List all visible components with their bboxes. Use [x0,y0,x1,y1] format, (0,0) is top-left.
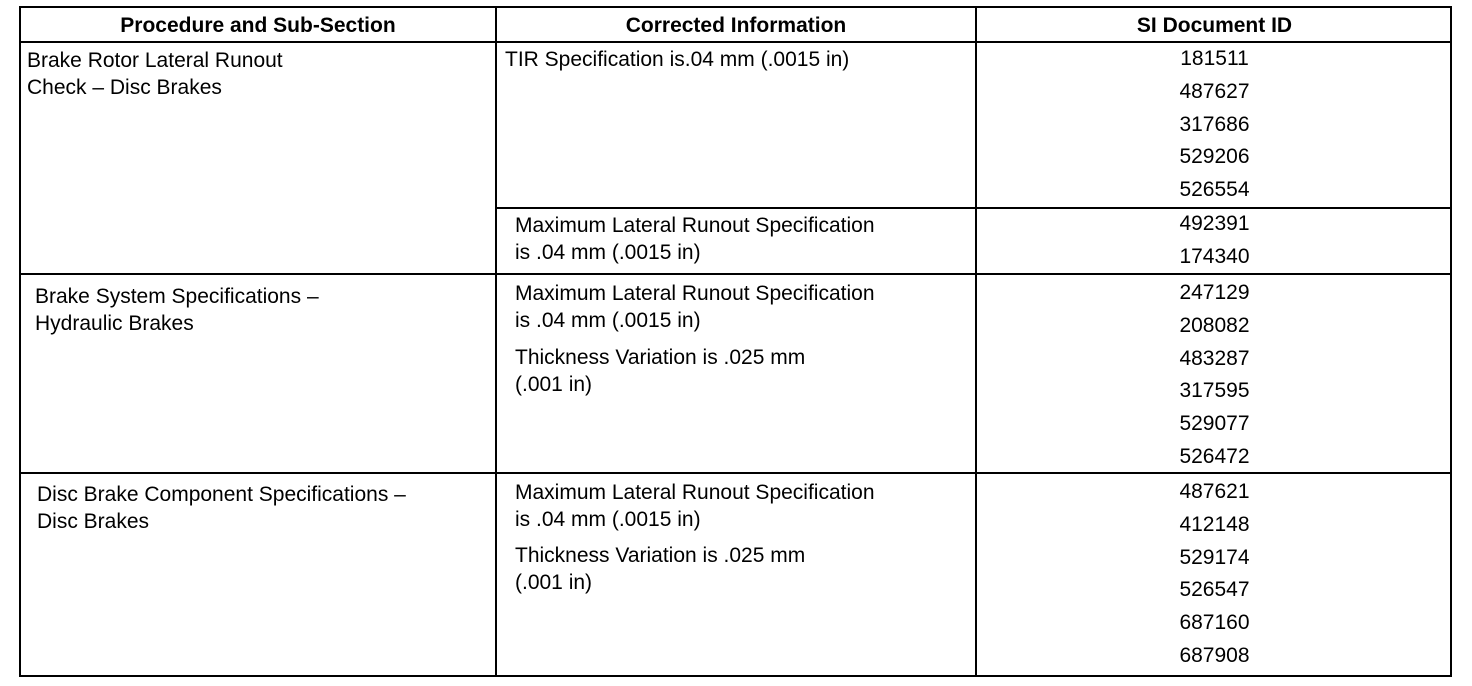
si-document-id: 174340 [1179,244,1250,268]
row-3-correction-1: Maximum Lateral Runout Specification is .04 mm (.0015 in) [515,481,875,531]
row-3-id-list [977,478,1452,675]
si-document-id: 529206 [1179,145,1250,169]
si-document-id: 526547 [1179,578,1250,602]
header-procedure: Procedure and Sub-Section [120,14,396,37]
si-document-id: 247129 [1179,281,1250,304]
row-3-procedure: Disc Brake Component Specifications – Disc Brakes [37,483,406,533]
si-document-id: 687160 [1179,611,1250,635]
row-1-correction-2: Maximum Lateral Runout Specification is .04 mm (.0015 in) [515,214,875,264]
si-document-id: 317686 [1179,112,1250,136]
si-document-id: 487621 [1179,480,1250,503]
header-corrected-information: Corrected Information [625,14,847,37]
row-2-procedure: Brake System Specifications – Hydraulic Brakes [35,285,319,335]
si-document-id: 208082 [1179,313,1250,337]
si-document-id: 526472 [1179,444,1250,468]
row-1-correction-1: TIR Specification is.04 mm (.0015 in) [505,48,850,71]
column-divider-1 [495,8,497,675]
si-document-id: 529077 [1179,412,1250,436]
row-1-procedure: Brake Rotor Lateral Runout Check – Disc Brakes [27,49,283,99]
si-document-id: 687908 [1179,643,1250,667]
row-2-correction-1: Maximum Lateral Runout Specification is .04 mm (.0015 in) [515,282,875,332]
si-document-id: 181511 [1180,47,1249,70]
si-document-id: 492391 [1179,212,1250,235]
corrections-table [19,6,1452,677]
header-si-document-id: SI Document ID [1136,14,1293,37]
row-3-correction-2: Thickness Variation is .025 mm (.001 in) [515,544,806,594]
si-document-id: 317595 [1179,379,1250,403]
si-document-id: 526554 [1179,178,1250,202]
row-2-correction-2: Thickness Variation is .025 mm (.001 in) [515,346,806,396]
si-document-id: 412148 [1179,512,1250,536]
si-document-id: 483287 [1179,346,1250,370]
si-document-id: 487627 [1179,79,1250,103]
row-3-id-column [977,8,1452,675]
si-document-id: 529174 [1179,545,1250,569]
